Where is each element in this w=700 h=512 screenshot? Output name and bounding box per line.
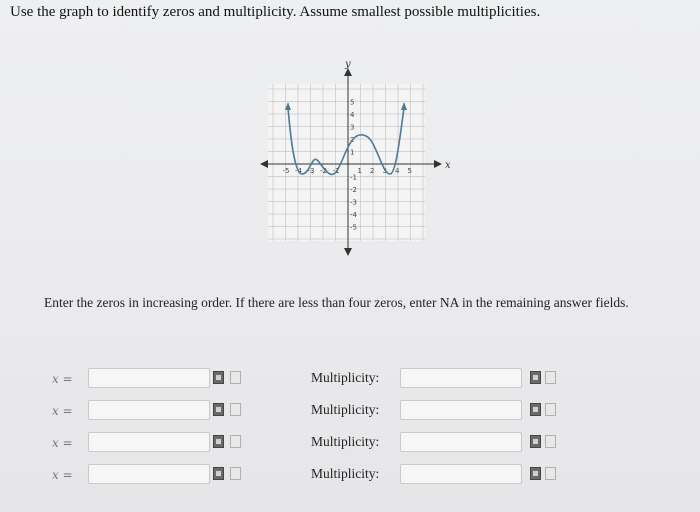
x-tick-label: 3 (382, 167, 387, 175)
zero-input[interactable] (88, 400, 210, 420)
x-axis-label: x (445, 160, 451, 171)
preview-icon[interactable] (545, 467, 556, 480)
equation-editor-icon[interactable] (530, 435, 541, 448)
equation-editor-icon[interactable] (213, 467, 224, 480)
y-axis-bottom-arrow (344, 248, 352, 256)
x-tick-label: -3 (307, 167, 315, 175)
y-tick-label: 5 (350, 98, 355, 107)
y-tick-label: -4 (350, 211, 357, 219)
x-axis-arrow (434, 160, 442, 168)
multiplicity-label: Multiplicity: (311, 402, 380, 417)
x-equals-label: x = (52, 436, 73, 450)
equation-editor-icon[interactable] (530, 467, 541, 480)
answer-row (0, 464, 700, 490)
equation-editor-icon[interactable] (213, 435, 224, 448)
y-tick-label: -1 (350, 173, 357, 182)
y-tick-label: 2 (350, 136, 355, 144)
equation-editor-icon[interactable] (530, 371, 541, 384)
preview-icon[interactable] (230, 467, 241, 480)
zero-input[interactable] (88, 464, 210, 484)
x-tick-label: 2 (370, 167, 375, 175)
multiplicity-input[interactable] (400, 464, 522, 484)
equation-editor-icon[interactable] (213, 403, 224, 416)
preview-icon[interactable] (230, 371, 241, 384)
x-equals-label: x = (52, 404, 73, 418)
x-tick-label: -5 (282, 167, 290, 175)
multiplicity-label: Multiplicity: (311, 466, 380, 481)
x-tick-label: 1 (357, 167, 362, 175)
equation-editor-icon[interactable] (213, 371, 224, 384)
preview-icon[interactable] (545, 403, 556, 416)
zero-input[interactable] (88, 432, 210, 452)
x-equals-label: x = (52, 372, 73, 386)
y-tick-label: -3 (350, 198, 357, 207)
question-text: Use the graph to identify zeros and multiplicity. Assume smallest possible multiplicities. (10, 4, 541, 20)
x-tick-label: -1 (332, 167, 340, 175)
multiplicity-label: Multiplicity: (311, 434, 380, 449)
y-axis-label: y (345, 59, 351, 70)
x-axis-left-arrow (260, 160, 268, 168)
x-tick-label: -4 (295, 167, 302, 175)
answer-row (0, 368, 700, 394)
instructions-text: Enter the zeros in increasing order. If there are less than four zeros, enter NA in the remaining answer fields. (44, 295, 629, 310)
polynomial-graph (258, 56, 458, 256)
preview-icon[interactable] (545, 435, 556, 448)
y-tick-label: 3 (350, 123, 355, 132)
y-tick-label: -2 (350, 186, 357, 194)
zero-input[interactable] (88, 368, 210, 388)
graph-svg (258, 56, 458, 256)
multiplicity-label: Multiplicity: (311, 370, 380, 385)
multiplicity-input[interactable] (400, 400, 522, 420)
graph-background (268, 84, 425, 241)
x-tick-label: -2 (320, 167, 327, 175)
multiplicity-input[interactable] (400, 368, 522, 388)
y-tick-label: -5 (350, 223, 357, 232)
answer-row (0, 432, 700, 458)
multiplicity-input[interactable] (400, 432, 522, 452)
x-tick-label: 4 (395, 167, 400, 175)
x-tick-label: 5 (407, 167, 412, 175)
preview-icon[interactable] (545, 371, 556, 384)
preview-icon[interactable] (230, 403, 241, 416)
y-tick-label: 4 (350, 111, 355, 119)
y-tick-label: 1 (350, 148, 355, 157)
x-equals-label: x = (52, 468, 73, 482)
preview-icon[interactable] (230, 435, 241, 448)
equation-editor-icon[interactable] (530, 403, 541, 416)
answer-row (0, 400, 700, 426)
